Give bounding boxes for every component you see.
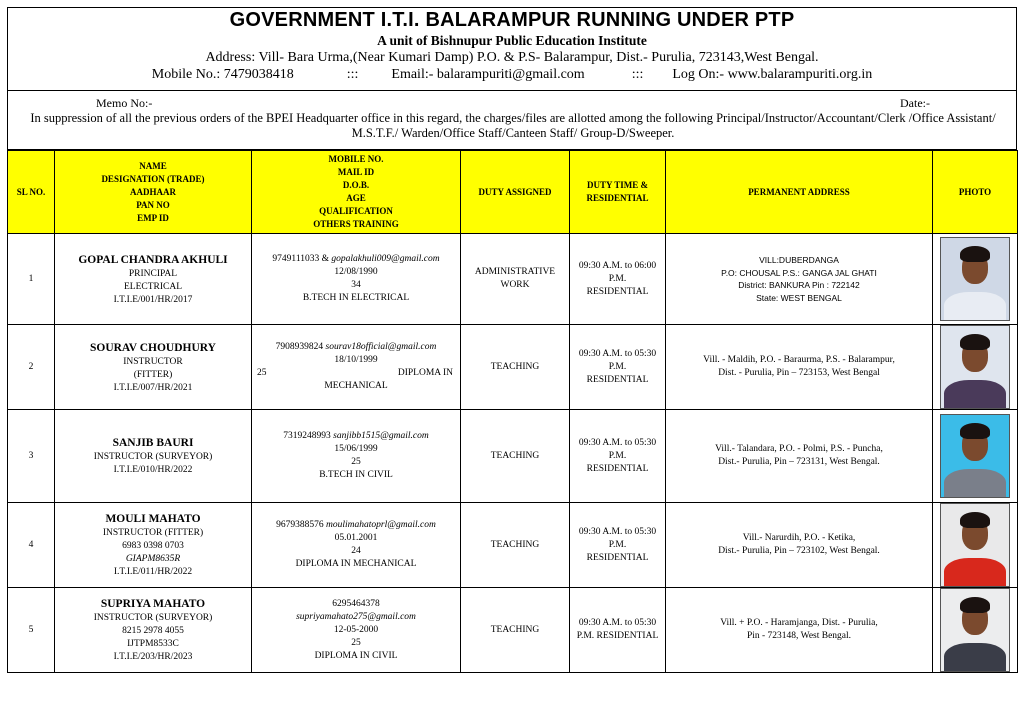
photo-body-shape [944, 380, 1006, 409]
emp-id: I.T.I.E/010/HR/2022 [113, 465, 193, 475]
mail-id: supriyamahato275@gmail.com [296, 611, 416, 622]
photo-cell [933, 234, 1018, 325]
memo-date: Date:- [900, 96, 930, 110]
name-cell [55, 410, 252, 503]
aadhaar: 6983 0398 0703 [122, 541, 184, 551]
table-row [8, 410, 1018, 503]
photo-hair-shape [960, 512, 990, 528]
staff-name: SUPRIYA MAHATO [100, 598, 206, 610]
document-page [7, 7, 1017, 670]
header-mobile: MOBILE NO. MAIL ID D.O.B. AGE QUALIFICATION OTHERS TRAINING [252, 151, 461, 234]
emp-id: I.T.I.E/007/HR/2021 [113, 382, 193, 393]
time-cell: 09:30 A.M. to 05:30 P.M. RESIDENTIAL [570, 325, 666, 410]
website: Log On:- www.balarampuriti.org.in [672, 67, 873, 82]
designation: PRINCIPAL [128, 268, 178, 279]
duty-cell: TEACHING [461, 588, 570, 673]
contact-cell [252, 325, 461, 410]
contact-line [8, 66, 1016, 83]
photo-body-shape [944, 558, 1006, 587]
address-cell: Vill. + P.O. - Haramjanga, Dist. - Purulia, Pin - 723148, West Bengal. [666, 588, 933, 673]
staff-name: GOPAL CHANDRA AKHULI [78, 253, 228, 266]
qualification: DIPLOMA IN [397, 368, 453, 378]
staff-name: SOURAV CHOUDHURY [89, 341, 216, 354]
header-duty: DUTY ASSIGNED [461, 151, 570, 234]
qualification: DIPLOMA IN MECHANICAL [295, 559, 417, 569]
sl-cell: 5 [8, 588, 55, 673]
age: 25 [257, 368, 267, 378]
email-address: Email:- balarampuriti@gmail.com [391, 67, 585, 82]
duty-cell: TEACHING [461, 503, 570, 588]
qualification: DIPLOMA IN CIVIL [314, 650, 398, 661]
time-cell: 09:30 A.M. to 06:00 P.M. RESIDENTIAL [570, 234, 666, 325]
designation: INSTRUCTOR (FITTER) [102, 528, 204, 538]
emp-id: I.T.I.E/001/HR/2017 [113, 294, 193, 305]
designation: INSTRUCTOR (SURVEYOR) [93, 613, 213, 623]
separator: ::: [346, 67, 359, 82]
age: 34 [351, 280, 361, 290]
duty-cell: ADMINISTRATIVE WORK [461, 234, 570, 325]
photo-body-shape [944, 469, 1006, 498]
dob: 12/08/1990 [334, 267, 378, 277]
mobile-number: Mobile No.: 7479038418 [151, 67, 294, 82]
letterhead [7, 7, 1017, 91]
address-cell: VILL:DUBERDANGA P.O: CHOUSAL P.S.: GANGA JAL GHATI District: BANKURA Pin : 722142 State: WEST BENGAL [666, 234, 933, 325]
header-sl: SL NO. [8, 151, 55, 234]
time-cell: 09:30 A.M. to 05:30 P.M. RESIDENTIAL [570, 588, 666, 673]
photo-hair-shape [960, 423, 990, 439]
sl-cell: 4 [8, 503, 55, 588]
mobile: 7908939824 [275, 342, 324, 352]
mobile: 9749111033 & [272, 254, 329, 264]
photo-body-shape [944, 292, 1006, 321]
qualification-cont: MECHANICAL [324, 381, 388, 391]
photo-hair-shape [960, 597, 990, 613]
mail-id: moulimahatoprl@gmail.com [326, 520, 436, 530]
name-cell [55, 503, 252, 588]
age: 24 [351, 546, 361, 556]
header-address: PERMANENT ADDRESS [666, 151, 933, 234]
staff-photo [940, 588, 1010, 672]
emp-id: I.T.I.E/011/HR/2022 [113, 567, 193, 577]
name-cell [55, 234, 252, 325]
photo-cell [933, 410, 1018, 503]
institute-title: GOVERNMENT I.T.I. BALARAMPUR RUNNING UNDER PTP [229, 9, 795, 31]
photo-hair-shape [960, 246, 990, 262]
age: 25 [351, 637, 361, 648]
institute-address: Address: Vill- Bara Urma,(Near Kumari Damp) P.O. & P.S- Balarampur, Dist.- Purulia, 723143,West Bengal. [205, 50, 819, 65]
mobile: 7319248993 [283, 431, 331, 441]
time-cell: 09:30 A.M. to 05:30 P.M. RESIDENTIAL [570, 410, 666, 503]
dob: 05.01.2001 [334, 533, 378, 543]
designation: INSTRUCTOR [123, 356, 183, 367]
memo-paragraph: In suppression of all the previous orders of the BPEI Headquarter office in this regard, the charges/files are allotted among the following Principal/Instructor/Accountant/Clerk /Office Assistant/ M.S.T.F./ Warden/Office Staff/Canteen Staff/ Group-D/Sweeper. [30, 111, 996, 140]
separator: ::: [631, 67, 644, 82]
address-cell: Vill.- Talandara, P.O. - Polmi, P.S. - Puncha, Dist.- Purulia, Pin – 723131, West Bengal. [666, 410, 933, 503]
name-cell [55, 325, 252, 410]
staff-name: SANJIB BAURI [112, 437, 194, 449]
table-row [8, 325, 1018, 410]
table-header-row [8, 151, 1018, 234]
staff-name: MOULI MAHATO [105, 513, 201, 525]
duty-cell: TEACHING [461, 325, 570, 410]
table-row [8, 588, 1018, 673]
sl-cell: 2 [8, 325, 55, 410]
table-row [8, 503, 1018, 588]
sl-cell: 1 [8, 234, 55, 325]
memo-section [7, 91, 1017, 150]
staff-photo [940, 414, 1010, 498]
trade: ELECTRICAL [123, 281, 183, 292]
dob: 15/06/1999 [334, 444, 378, 454]
time-cell: 09:30 A.M. to 05:30 P.M. RESIDENTIAL [570, 503, 666, 588]
mobile: 6295464378 [332, 598, 380, 609]
header-time: DUTY TIME & RESIDENTIAL [570, 151, 666, 234]
header-name: NAME DESIGNATION (TRADE) AADHAAR PAN NO EMP ID [55, 151, 252, 234]
trade: (FITTER) [133, 369, 173, 380]
institute-subtitle: A unit of Bishnupur Public Education Institute [377, 33, 647, 48]
mobile: 9679388576 [276, 520, 324, 530]
memo-number: Memo No:- [96, 96, 153, 110]
staff-table [7, 150, 1018, 673]
staff-photo [940, 325, 1010, 409]
photo-cell [933, 588, 1018, 673]
mail-id: sanjibb1515@gmail.com [333, 431, 429, 441]
contact-cell [252, 503, 461, 588]
table-row [8, 234, 1018, 325]
photo-cell [933, 503, 1018, 588]
emp-id: I.T.I.E/203/HR/2023 [113, 652, 193, 662]
header-photo: PHOTO [933, 151, 1018, 234]
contact-cell [252, 410, 461, 503]
mail-id: sourav18official@gmail.com [325, 342, 437, 352]
dob: 12-05-2000 [333, 624, 379, 635]
qualification: B.TECH IN CIVIL [319, 470, 393, 480]
qualification: B.TECH IN ELECTRICAL [302, 293, 410, 303]
photo-hair-shape [960, 334, 990, 350]
designation: INSTRUCTOR (SURVEYOR) [93, 452, 213, 462]
aadhaar: 8215 2978 4055 [122, 626, 184, 636]
contact-cell [252, 234, 461, 325]
duty-cell: TEACHING [461, 410, 570, 503]
pan-number: GIAPM8635R [125, 554, 181, 564]
address-cell: Vill.- Narurdih, P.O. - Ketika, Dist.- Purulia, Pin – 723102, West Bengal. [666, 503, 933, 588]
staff-photo [940, 503, 1010, 587]
pan-number: IJTPM8533C [127, 639, 179, 649]
name-cell [55, 588, 252, 673]
contact-cell [252, 588, 461, 673]
address-cell: Vill. - Maldih, P.O. - Baraurma, P.S. - Balarampur, Dist. - Purulia, Pin – 723153, West Bengal [666, 325, 933, 410]
photo-body-shape [944, 643, 1006, 672]
mail-id: gopalakhuli009@gmail.com [331, 254, 440, 264]
photo-cell [933, 325, 1018, 410]
sl-cell: 3 [8, 410, 55, 503]
dob: 18/10/1999 [334, 355, 378, 365]
staff-photo [940, 237, 1010, 321]
age: 25 [351, 457, 361, 467]
